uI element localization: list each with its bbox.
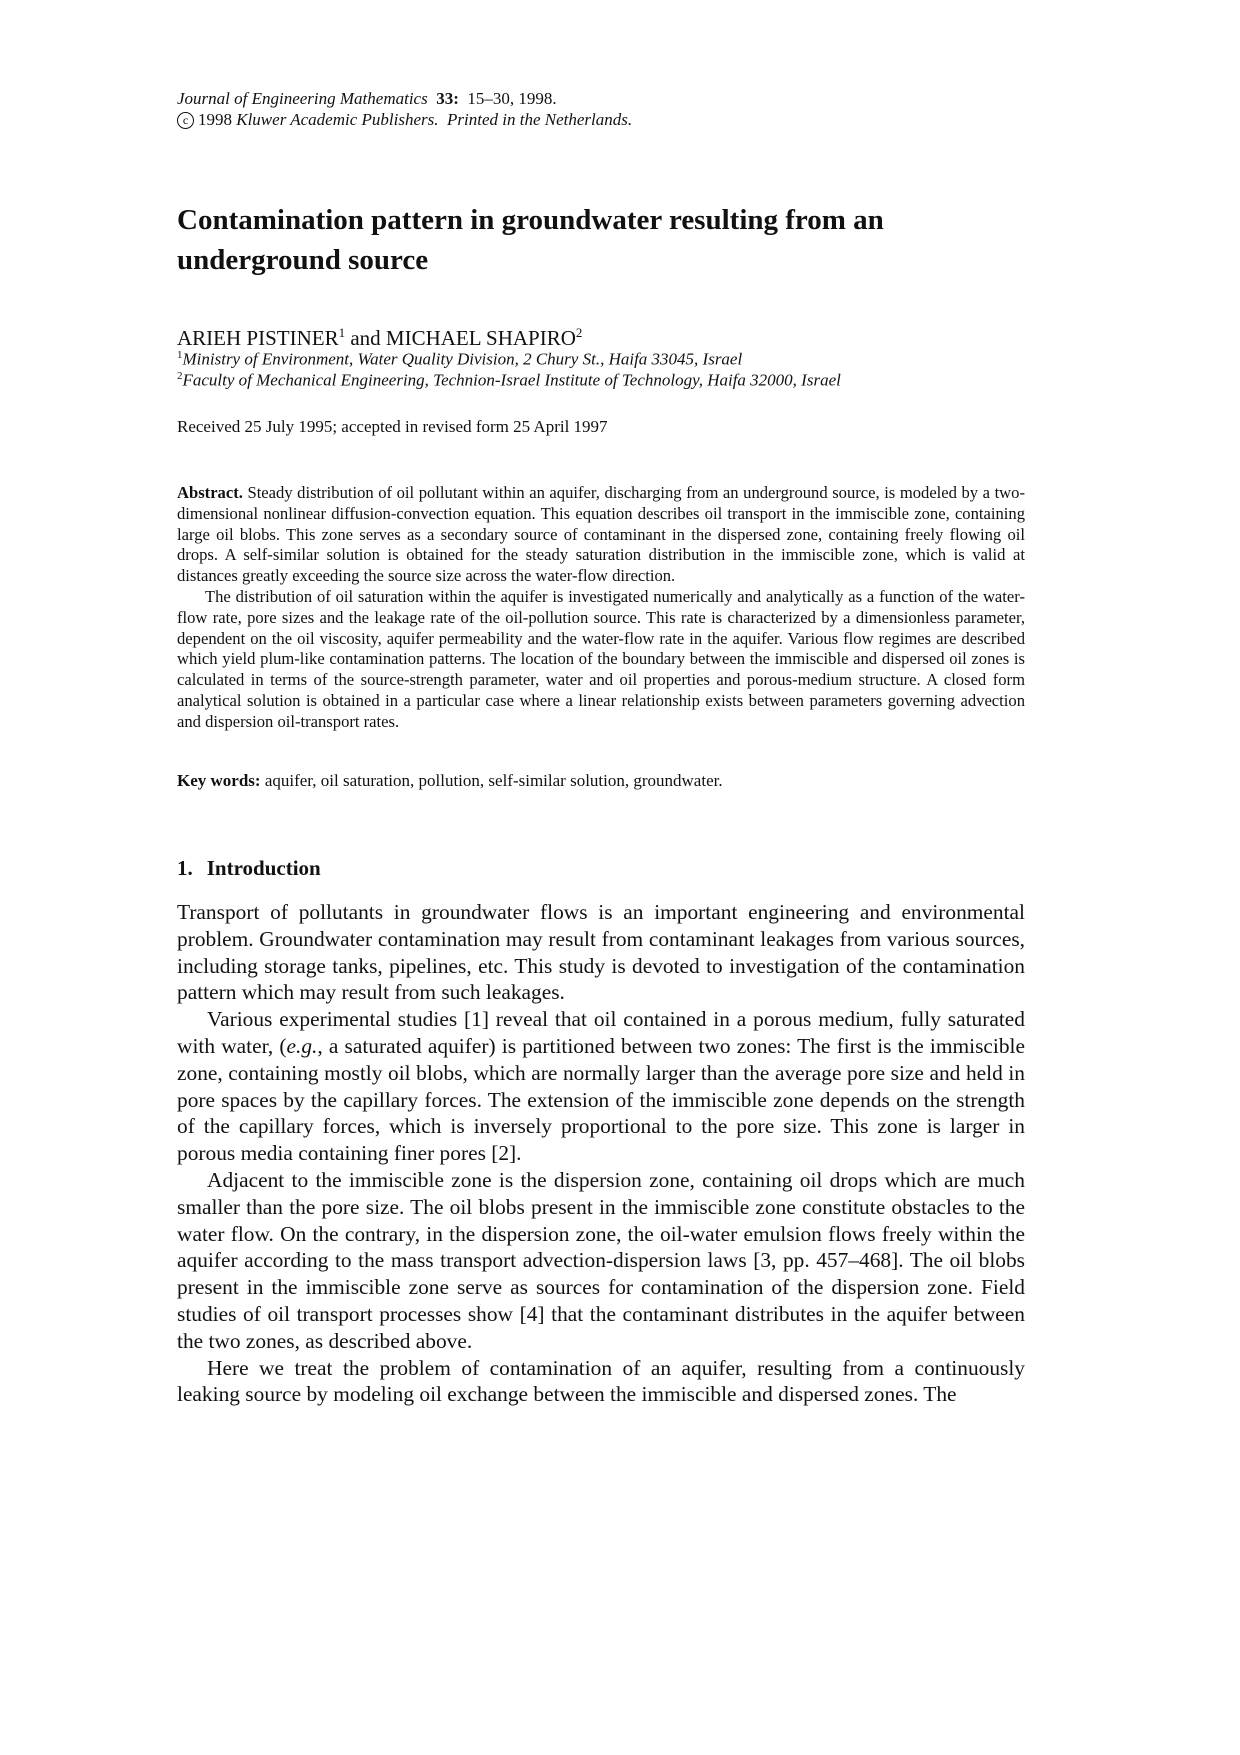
printed-location: Printed in the Netherlands. (447, 110, 633, 129)
copyright-icon: c (177, 112, 194, 129)
affiliation (177, 366, 841, 391)
journal-pages-year: 15–30, 1998. (467, 89, 557, 108)
body-text-segment: Various experimental studies [1] reveal that oil contained in a porous medium, fully saturated with water, ( (177, 1007, 1025, 1058)
keywords-label: Key words: (177, 771, 261, 790)
section-title: Introduction (206, 856, 321, 880)
paper-title: Contamination pattern in groundwater resulting from an underground source (177, 204, 884, 276)
body-paragraph: Adjacent to the immiscible zone is the dispersion zone, containing oil drops which are much smaller than the pore size. The oil blobs present in the immiscible zone constitute obstacles to the water flow. On the contrary, in the dispersion zone, the oil-water emulsion flows freely within the aquifer according to the mass transport advection-dispersion laws [3, pp. 457–468]. The oil blobs present in the immiscible zone serve as sources for contamination of the dispersion zone. Field studies of oil transport processes show [4] that the contaminant distributes in the aquifer between the two zones, as described above. (177, 1167, 1025, 1353)
abstract-paragraph: The distribution of oil saturation within the aquifer is investigated numerically and analytically as a function of the water-flow rate, pore sizes and the leakage rate of the oil-pollution source. This rate is characterized by a dimensionless parameter, dependent on the oil viscosity, aquifer permeability and the water-flow rate in the aquifer. Various flow regimes are described which yield plum-like contamination patterns. The location of the boundary between the immiscible and dispersed oil zones is calculated in terms of the source-strength parameter, water and oil properties and porous-medium structure. A closed form analytical solution is obtained in a particular case where a linear relationship exists between parameters governing advection and dispersion oil-transport rates. (177, 586, 1025, 731)
author-name: ARIEH PISTINER (177, 326, 339, 350)
affiliation-text: Ministry of Environment, Water Quality Division, 2 Chury St., Haifa 33045, Israel (182, 349, 743, 369)
body-paragraph (177, 1006, 1025, 1167)
journal-citation (177, 88, 557, 109)
author-affiliation-mark: 2 (575, 325, 583, 340)
abstract-paragraph (177, 483, 1025, 587)
copyright-line (177, 109, 632, 130)
body-paragraph: Here we treat the problem of contamination of an aquifer, resulting from a continuously leaking source by modeling oil exchange between the immiscible and dispersed zones. The (177, 1355, 1025, 1407)
journal-name: Journal of Engineering Mathematics (177, 89, 428, 108)
abstract-text: Steady distribution of oil pollutant within an aquifer, discharging from an underground source, is modeled by a two-dimensional nonlinear diffusion-convection equation. This equation describes oil transport in the immiscible zone, containing large oil blobs. This zone serves as a secondary source of contaminant in the dispersed zone, containing freely flowing oil drops. A self-similar solution is obtained for the steady saturation distribution in the immiscible zone, which is valid at distances greatly exceeding the source size across the water-flow direction. (177, 483, 1025, 586)
abstract (177, 483, 1025, 733)
affiliation-text: Faculty of Mechanical Engineering, Technion-Israel Institute of Technology, Haifa 32000, Israel (182, 370, 841, 390)
body-paragraph: Transport of pollutants in groundwater flows is an important engineering and environmental problem. Groundwater contamination may result from contaminant leakages from various sources, including storage tanks, pipelines, etc. This study is devoted to investigation of the contamination pattern which may result from such leakages. (177, 900, 1025, 1005)
body-emphasis: e.g. (286, 1033, 318, 1058)
body-text-segment: , a saturated aquifer) is partitioned between two zones: The first is the immiscible zone, containing mostly oil blobs, which are normally larger than the average pore size and held in pore spaces by the capillary forces. The extension of the immiscible zone depends on the strength of the capillary forces, which is inversely proportional to the pore size. This zone is larger in porous media containing finer pores [2]. (177, 1033, 1025, 1166)
author-name: MICHAEL SHAPIRO (385, 326, 576, 350)
publisher: Kluwer Academic Publishers. (236, 110, 439, 129)
affiliation-mark: 2 (177, 370, 183, 382)
body-text (177, 899, 1025, 1408)
received-dates: Received 25 July 1995; accepted in revised form 25 April 1997 (177, 417, 608, 436)
abstract-label: Abstract. (177, 483, 243, 502)
section-heading (177, 855, 321, 881)
journal-volume: 33: (436, 89, 459, 108)
copyright-year: 1998 (198, 110, 232, 129)
affiliation-mark: 1 (177, 349, 183, 361)
section-number: 1. (177, 856, 193, 880)
author-connector: and (350, 326, 381, 350)
keywords (177, 770, 1025, 791)
author-affiliation-mark: 1 (338, 325, 346, 340)
keywords-text: aquifer, oil saturation, pollution, self-similar solution, groundwater. (264, 771, 723, 790)
